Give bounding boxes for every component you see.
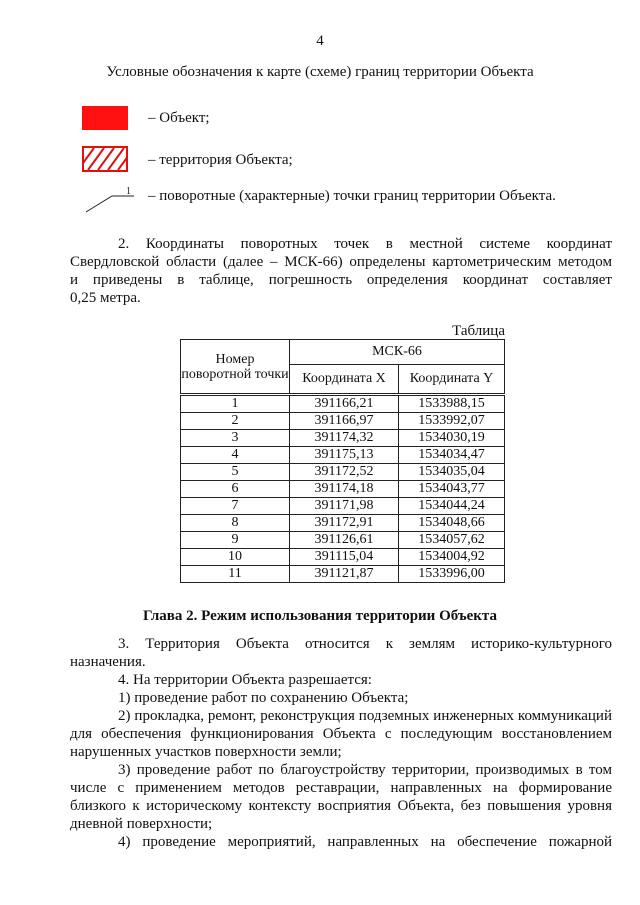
hatch-pattern <box>84 148 126 170</box>
cell-point-number: 5 <box>181 464 290 481</box>
table-row <box>181 481 505 498</box>
table-row <box>181 566 505 583</box>
cell-y: 1534057,62 <box>399 532 505 549</box>
text-line: числе с применением методов реставрации, направленных на формирование <box>70 780 612 796</box>
cell-x: 391172,52 <box>290 464 399 481</box>
cell-x: 391121,87 <box>290 566 399 583</box>
cell-point-number: 6 <box>181 481 290 498</box>
legend-label-object: – Объект; <box>148 110 210 126</box>
text-line: 2) прокладка, ремонт, реконструкция подземных инженерных коммуникаций <box>118 708 612 724</box>
cell-x: 391166,21 <box>290 395 399 413</box>
paragraph-4-3 <box>70 761 612 833</box>
text-line: и приведены в таблице, погрешность определения координат составляет <box>70 272 612 288</box>
header-system: МСК-66 <box>290 340 505 365</box>
cell-x: 391166,97 <box>290 413 399 430</box>
coordinates-table <box>180 339 505 583</box>
cell-x: 391175,13 <box>290 447 399 464</box>
cell-x: 391126,61 <box>290 532 399 549</box>
text-line: 3) проведение работ по благоустройству территории, производимых в том <box>118 762 612 778</box>
cell-point-number: 2 <box>181 413 290 430</box>
table-row <box>181 413 505 430</box>
cell-y: 1533996,00 <box>399 566 505 583</box>
legend-title: Условные обозначения к карте (схеме) границ территории Объекта <box>106 64 534 80</box>
cell-y: 1534030,19 <box>399 430 505 447</box>
cell-point-number: 8 <box>181 515 290 532</box>
paragraph-4-4 <box>70 833 612 851</box>
cell-point-number: 7 <box>181 498 290 515</box>
table-row <box>181 447 505 464</box>
table-row <box>181 532 505 549</box>
table-row <box>181 498 505 515</box>
cell-y: 1534048,66 <box>399 515 505 532</box>
cell-point-number: 1 <box>181 395 290 413</box>
table-row <box>181 430 505 447</box>
cell-point-number: 9 <box>181 532 290 549</box>
chapter-title: Глава 2. Режим использования территории Объекта <box>143 608 497 624</box>
cell-x: 391115,04 <box>290 549 399 566</box>
cell-y: 1534043,77 <box>399 481 505 498</box>
legend-label-turning-points: – поворотные (характерные) точки границ территории Объекта. <box>148 188 556 204</box>
cell-point-number: 10 <box>181 549 290 566</box>
marker-number: 1 <box>126 186 131 197</box>
page-number: 4 <box>316 33 324 49</box>
paragraph-4-2 <box>70 707 612 761</box>
cell-y: 1533988,15 <box>399 395 505 413</box>
cell-y: 1534034,47 <box>399 447 505 464</box>
text-line: нарушенных участков поверхности земли; <box>70 744 342 760</box>
paragraph-3 <box>70 635 612 671</box>
text-line: 2. Координаты поворотных точек в местной системе координат <box>118 236 612 252</box>
text-line: назначения. <box>70 654 146 670</box>
text-line: близкого к историческому контексту восприятия Объекта, без повышения уровня <box>70 798 612 814</box>
cell-y: 1534035,04 <box>399 464 505 481</box>
turning-point-marker-icon <box>82 184 142 214</box>
table-caption: Таблица <box>452 323 505 339</box>
text-line: 3. Территория Объекта относится к землям историко-культурного <box>118 636 612 652</box>
text-line: дневной поверхности; <box>70 816 213 832</box>
cell-point-number: 4 <box>181 447 290 464</box>
text-line: для обеспечения функционирования Объекта с последующим восстановлением <box>70 726 612 742</box>
table-row <box>181 515 505 532</box>
cell-x: 391174,32 <box>290 430 399 447</box>
table-row <box>181 464 505 481</box>
table-row <box>181 395 505 413</box>
legend-label-territory: – территория Объекта; <box>148 152 293 168</box>
coordinates-table-body <box>181 395 505 583</box>
section-2-paragraph <box>70 235 612 307</box>
header-point-number: Номер поворотной точки <box>181 340 290 395</box>
text-line: 4. На территории Объекта разрешается: <box>118 672 372 688</box>
text-line: Свердловской области (далее – МСК-66) определены картометрическим методом <box>70 254 612 270</box>
cell-x: 391171,98 <box>290 498 399 515</box>
text-line: 1) проведение работ по сохранению Объекта; <box>118 690 409 706</box>
cell-y: 1533992,07 <box>399 413 505 430</box>
paragraph-4-1 <box>70 689 612 707</box>
object-swatch <box>82 106 128 130</box>
cell-y: 1534044,24 <box>399 498 505 515</box>
table-row <box>181 549 505 566</box>
text-line: 0,25 метра. <box>70 290 141 306</box>
cell-point-number: 3 <box>181 430 290 447</box>
header-y: Координата Y <box>399 365 505 395</box>
cell-point-number: 11 <box>181 566 290 583</box>
cell-x: 391174,18 <box>290 481 399 498</box>
cell-y: 1534004,92 <box>399 549 505 566</box>
paragraph-4 <box>70 671 612 689</box>
territory-hatch-swatch <box>82 146 128 172</box>
text-line: 4) проведение мероприятий, направленных на обеспечение пожарной <box>118 834 612 850</box>
cell-x: 391172,91 <box>290 515 399 532</box>
header-x: Координата X <box>290 365 399 395</box>
